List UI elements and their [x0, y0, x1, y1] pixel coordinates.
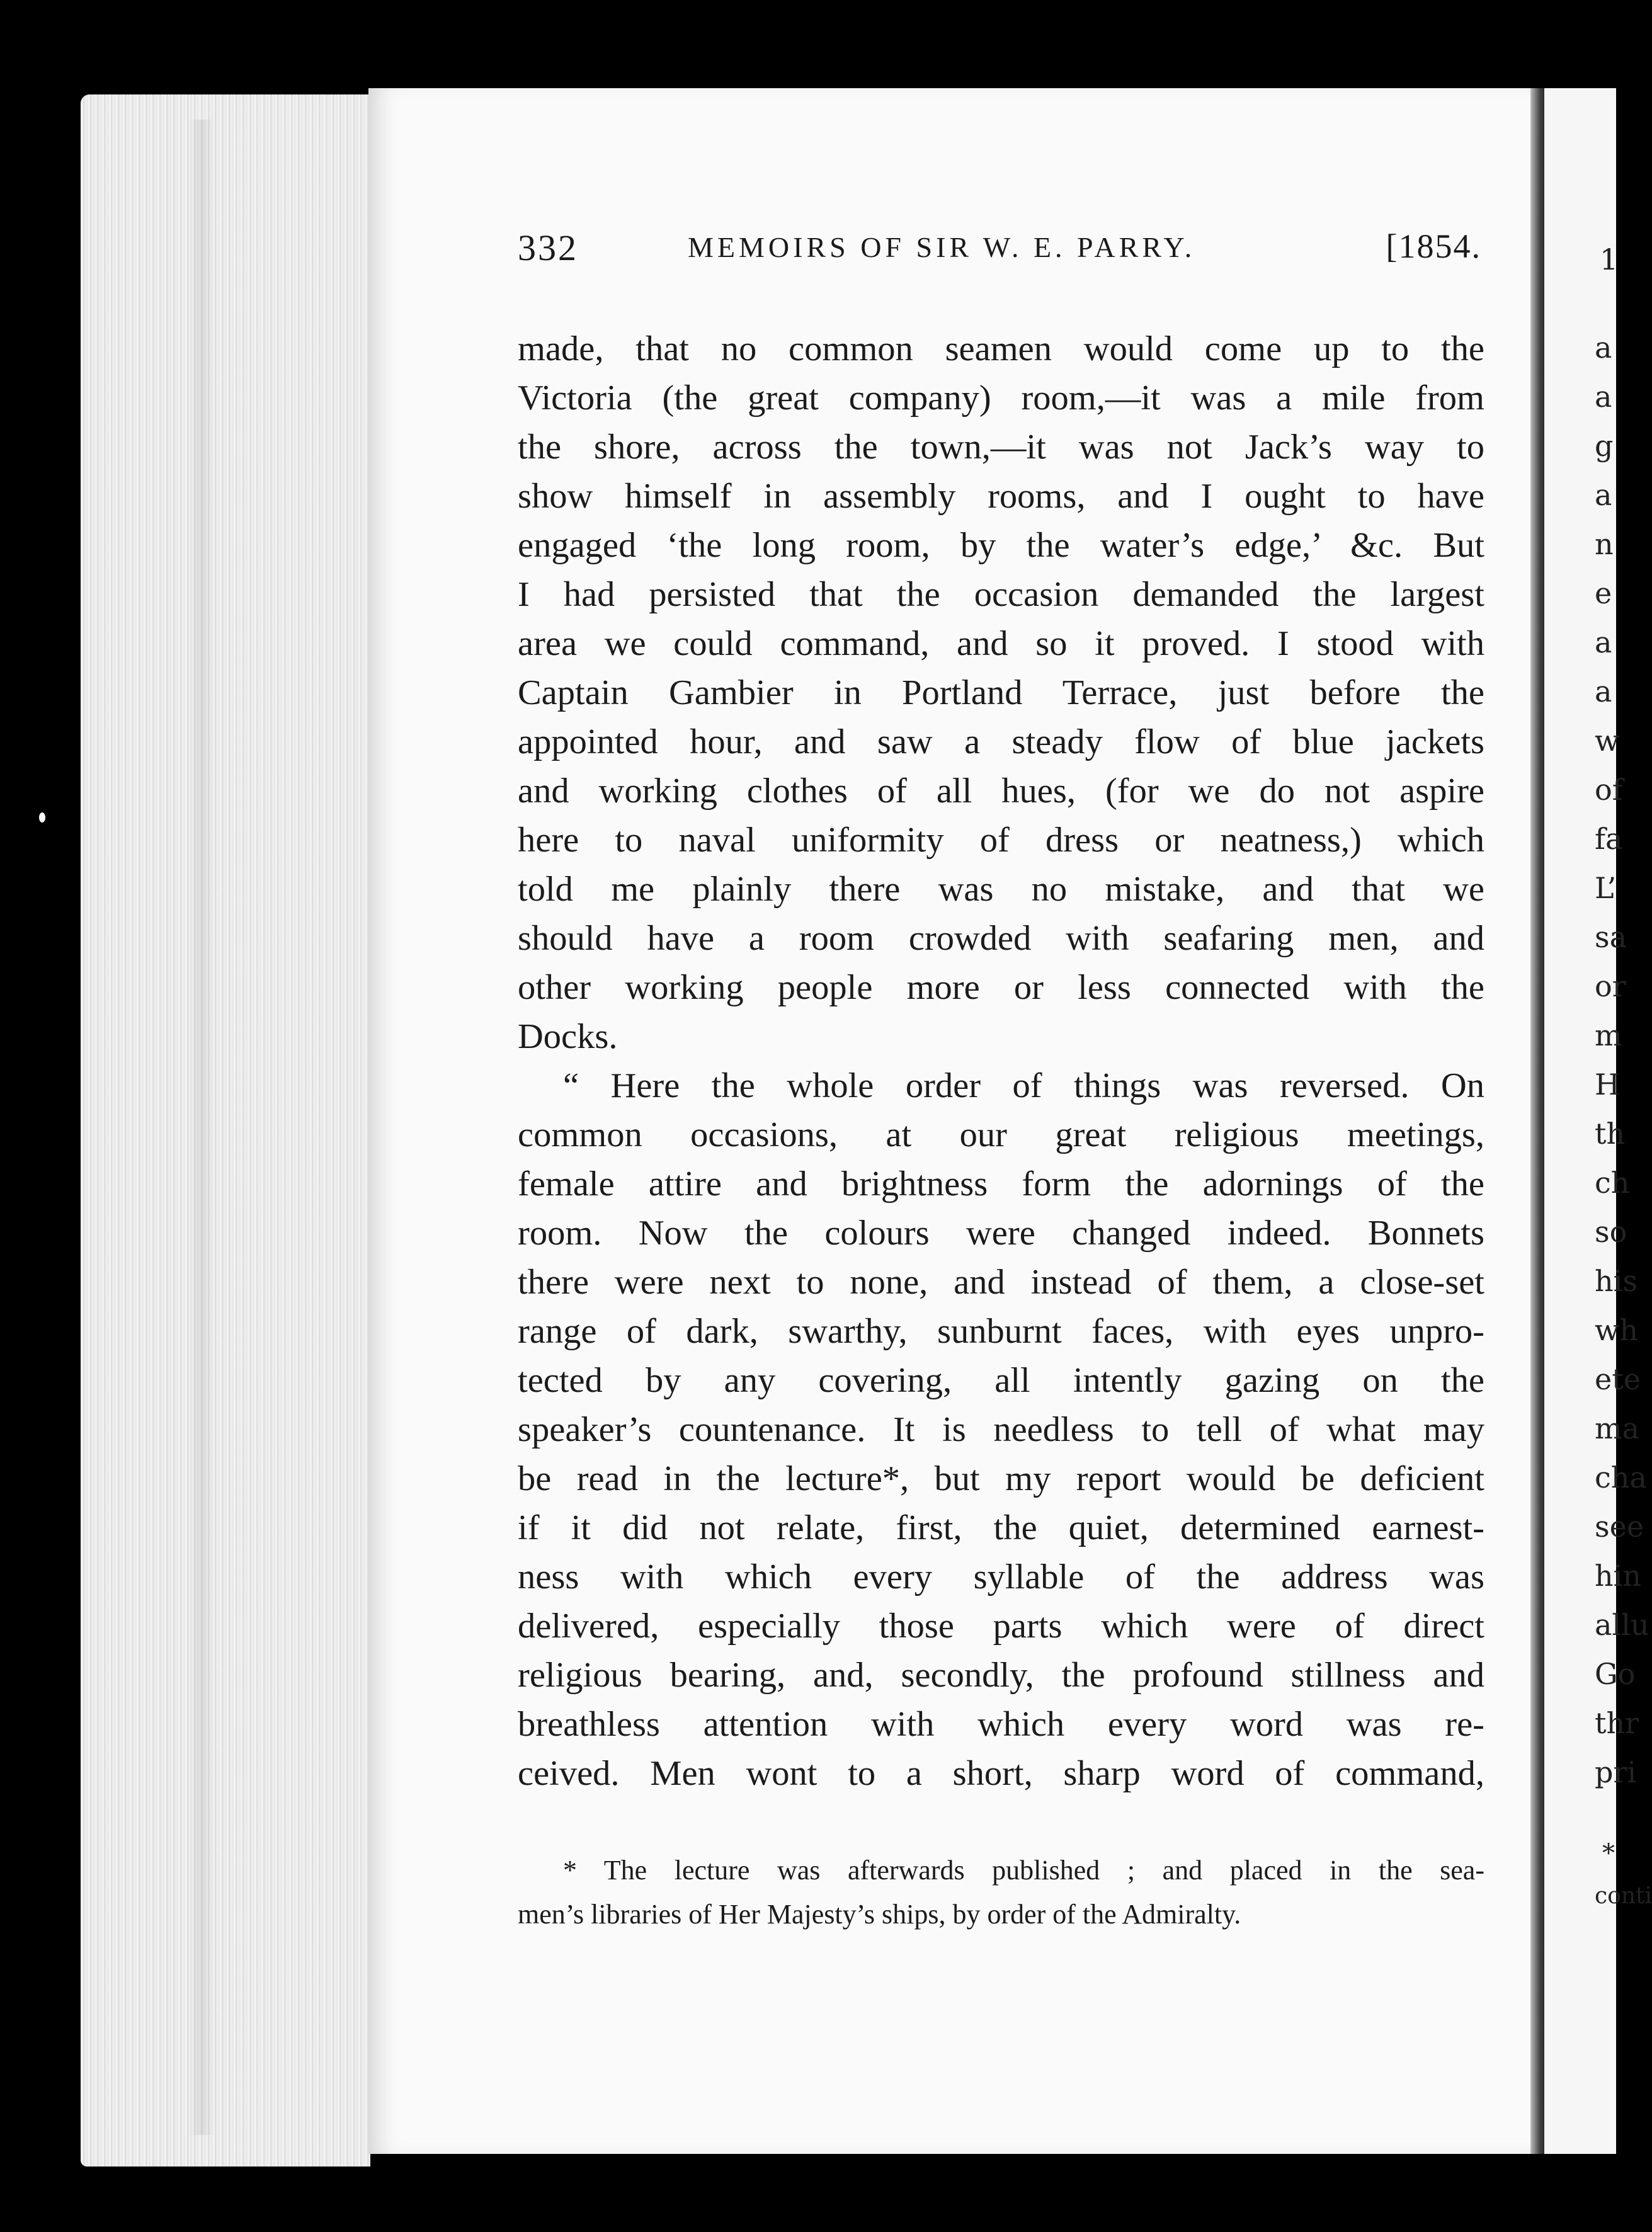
facing-page-footnote: * [1602, 1839, 1615, 1868]
facing-page-text: fa [1595, 822, 1623, 856]
facing-page-text: H [1595, 1068, 1621, 1102]
text-line: show himself in assembly rooms, and I ought to have [518, 477, 1484, 516]
facing-page-text: w [1595, 724, 1620, 758]
facing-page-text: allu [1595, 1608, 1649, 1642]
text-line: area we could command, and so it proved. I stood with [518, 624, 1484, 663]
text-line: speaker’s countenance. It is needless to tell of what may [518, 1410, 1484, 1449]
facing-page-text: a [1595, 478, 1612, 512]
text-line: and working clothes of all hues, (for we do not aspire [518, 772, 1484, 811]
facing-page-folio: 1 [1600, 242, 1619, 276]
page-number: 332 [518, 227, 578, 268]
facing-page-text: so [1595, 1215, 1627, 1249]
facing-page-text: g [1595, 429, 1614, 463]
text-line: ceived. Men wont to a short, sharp word of command, [518, 1754, 1484, 1793]
page-edges-shadow [189, 120, 214, 2135]
running-year: [1854. [1386, 227, 1481, 265]
facing-page-fragment [1544, 88, 1652, 2154]
text-line: Captain Gambier in Portland Terrace, just before the [518, 673, 1484, 712]
text-line: the shore, across the town,—it was not Jack’s way to [518, 428, 1484, 467]
facing-page-text: thr [1595, 1706, 1639, 1740]
facing-page-text: ch [1595, 1166, 1630, 1200]
text-line: appointed hour, and saw a steady flow of blue jackets [518, 722, 1484, 761]
paragraph-start-line: “ Here the whole order of things was reversed. On [563, 1066, 1484, 1105]
footnote-line: * The lecture was afterwards published ; and placed in the sea- [563, 1855, 1484, 1886]
text-line: made, that no common seamen would come up to the [518, 329, 1484, 368]
text-line: common occasions, at our great religious meetings, [518, 1115, 1484, 1154]
facing-page-text: Go [1595, 1657, 1636, 1691]
text-line: Docks. [518, 1017, 618, 1056]
text-line: breathless attention with which every word was re- [518, 1705, 1484, 1744]
text-line: other working people more or less connected with the [518, 968, 1484, 1007]
running-title: MEMOIRS OF SIR W. E. PARRY. [688, 231, 1196, 263]
text-line: here to naval uniformity of dress or neatness,) which [518, 821, 1484, 860]
facing-page-text: wh [1595, 1313, 1638, 1347]
text-line: religious bearing, and, secondly, the profound stillness and [518, 1656, 1484, 1695]
facing-page-text: or [1595, 969, 1626, 1003]
footnote [518, 1848, 1484, 1937]
facing-page-text: cha [1595, 1460, 1647, 1495]
facing-page-text: m [1595, 1018, 1622, 1052]
facing-page-text: hin [1595, 1559, 1641, 1593]
facing-page-text: th [1595, 1117, 1626, 1151]
scan-speck [39, 812, 45, 823]
text-line: room. Now the colours were changed indeed. Bonnets [518, 1214, 1484, 1253]
facing-page-text: a [1595, 625, 1612, 659]
facing-page-text: e [1595, 576, 1612, 610]
running-head [518, 227, 1481, 277]
text-line: be read in the lecture*, but my report would be deficient [518, 1459, 1484, 1498]
text-line: told me plainly there was no mistake, and that we [518, 870, 1484, 909]
facing-page-footnote: conti [1595, 1883, 1652, 1909]
facing-page-text: see [1595, 1510, 1644, 1544]
text-line: there were next to none, and instead of them, a close-set [518, 1263, 1484, 1302]
text-line: range of dark, swarthy, sunburnt faces, with eyes unpro- [518, 1312, 1484, 1351]
text-line: engaged ‘the long room, by the water’s edge,’ &c. But [518, 526, 1484, 565]
text-line: should have a room crowded with seafaring men, and [518, 919, 1484, 958]
facing-page-text: of [1595, 773, 1623, 807]
text-line: I had persisted that the occasion demanded the largest [518, 575, 1484, 614]
text-line: Victoria (the great company) room,—it was a mile from [518, 379, 1484, 418]
text-line: tected by any covering, all intently gazing on the [518, 1361, 1484, 1400]
text-line: delivered, especially those parts which were of direct [518, 1607, 1484, 1646]
facing-page-text: sa [1595, 920, 1627, 954]
facing-page-text: his [1595, 1264, 1638, 1298]
body-text [518, 324, 1484, 1798]
facing-page-text: ma [1595, 1411, 1640, 1445]
facing-page-text: L’ [1595, 871, 1617, 905]
facing-page-text: ete [1595, 1362, 1641, 1396]
text-line: if it did not relate, first, the quiet, determined earnest- [518, 1508, 1484, 1547]
facing-page-text: a [1595, 675, 1612, 709]
text-line: female attire and brightness form the adornings of the [518, 1164, 1484, 1204]
facing-page-text: pri [1595, 1755, 1637, 1789]
facing-page-text: a [1595, 380, 1612, 414]
facing-page-text: a [1595, 331, 1612, 365]
footnote-line: men’s libraries of Her Majesty’s ships, by order of the Admiralty. [518, 1899, 1241, 1930]
page-edges [81, 94, 370, 2167]
facing-page-text: n [1595, 527, 1614, 561]
text-line: ness with which every syllable of the address was [518, 1557, 1484, 1597]
